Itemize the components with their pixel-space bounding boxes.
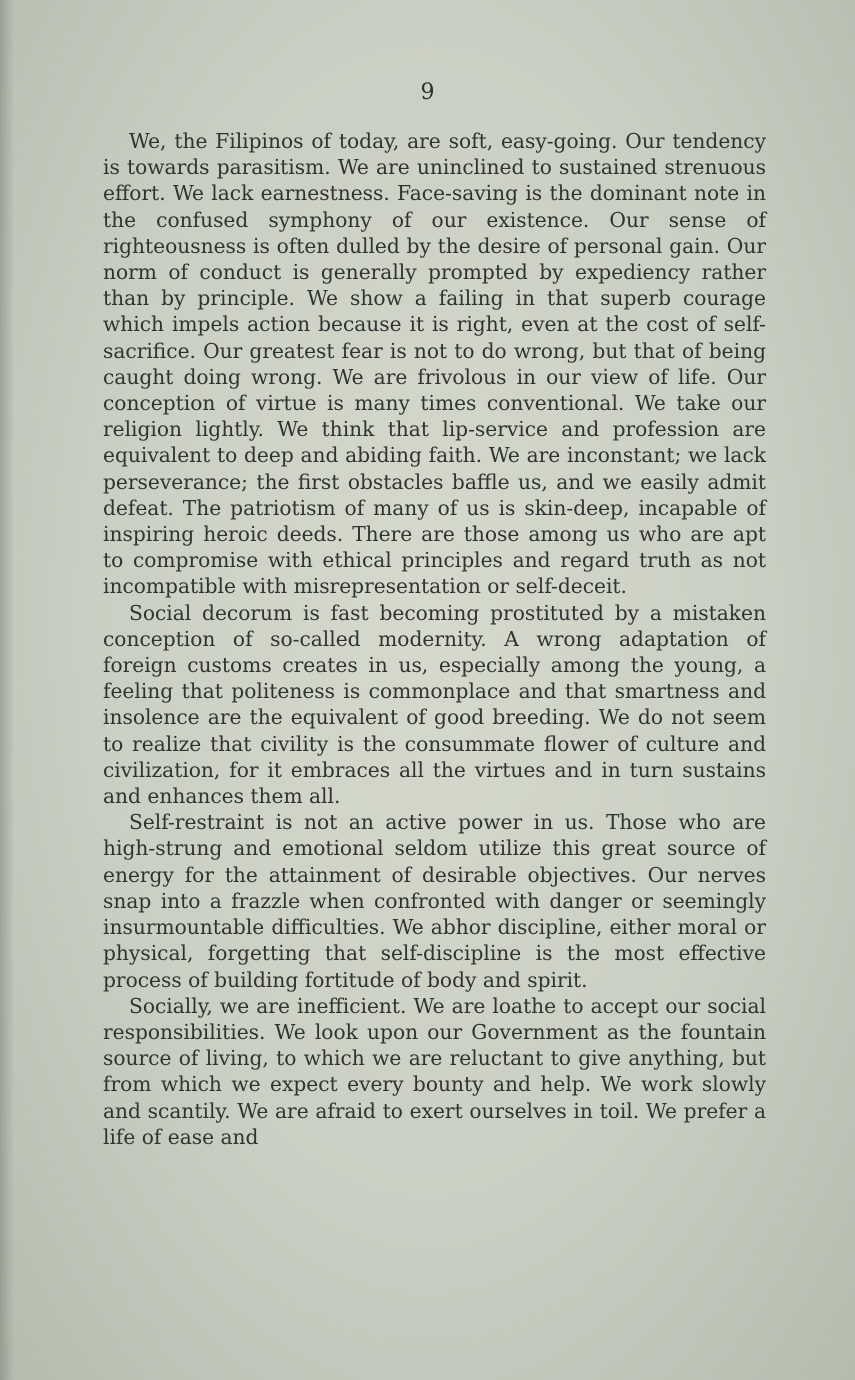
paragraph-4: Socially, we are inefficient. We are loathe to accept our social responsibilities. We look upon our Government as the fountain source of living, to which we are reluctant to give anything, but from which we expect every bounty and help. We work slowly and scantily. We are afraid to exert ourselves in toil. We prefer a life of ease and [103, 993, 766, 1149]
page-spine-shadow [0, 0, 14, 1380]
body-text [103, 128, 766, 1150]
page-number: 9 [420, 80, 435, 105]
paragraph-3: Self-restraint is not an active power in us. Those who are high-strung and emotional seldom utilize this great source of energy for the attainment of desirable objectives. Our nerves snap into a frazzle when confronted with danger or seemingly insurmountable difficulties. We abhor discipline, either moral or physical, forgetting that self-discipline is the most effective process of building fortitude of body and spirit. [103, 810, 766, 992]
paragraph-1: We, the Filipinos of today, are soft, easy-going. Our tendency is towards parasitism. We are uninclined to sustained strenuous effort. We lack earnestness. Face-saving is the dominant note in the confused symphony of our existence. Our sense of righteousness is often dulled by the desire of personal gain. Our norm of conduct is generally prompted by expediency rather than by principle. We show a failing in that superb courage which impels action because it is right, even at the cost of self-sacrifice. Our greatest fear is not to do wrong, but that of being caught doing wrong. We are frivolous in our view of life. Our conception of virtue is many times conventional. We take our religion lightly. We think that lip-service and profession are equivalent to deep and abiding faith. We are inconstant; we lack perseverance; the first obstacles baffle us, and we easily admit defeat. The patriotism of many of us is skin-deep, incapable of inspiring heroic deeds. There are those among us who are apt to compromise with ethical principles and regard truth as not incompatible with misrepresentation or self-deceit. [103, 129, 766, 599]
paragraph-2: Social decorum is fast becoming prostituted by a mistaken conception of so-called modernity. A wrong adaptation of foreign customs creates in us, especially among the young, a feeling that politeness is commonplace and that smartness and insolence are the equivalent of good breeding. We do not seem to realize that civility is the consummate flower of culture and civilization, for it embraces all the virtues and in turn sustains and enhances them all. [103, 600, 766, 809]
